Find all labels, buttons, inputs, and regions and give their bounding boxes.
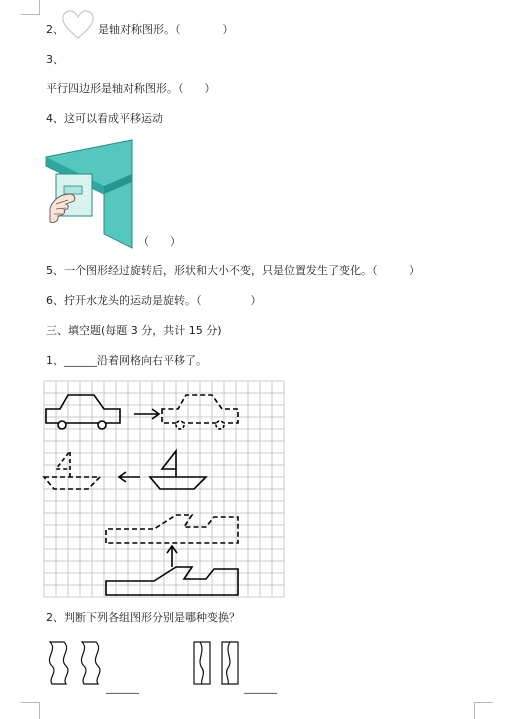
boat-solid (150, 477, 206, 489)
arrow-right (134, 409, 159, 419)
arrow-left (119, 472, 140, 482)
drawer-hand-illustration (44, 138, 136, 250)
crop-mark-bottom-left (21, 702, 40, 719)
q3-number: 3、 (46, 53, 64, 66)
q5-text: 5、一个图形经过旋转后，形状和大小不变，只是位置发生了变化。（ ） (46, 264, 420, 277)
section3-title: 三、填空题(每题 3 分，共计 15 分) (46, 324, 222, 337)
fill1-text: 1、______沿着网格向右平移了。 (46, 354, 207, 367)
grid-shapes (44, 395, 238, 595)
transform-figure-1 (46, 640, 102, 686)
vehicle-solid (106, 567, 238, 595)
q3-text: 平行四边形是轴对称图形。（ ） (46, 82, 216, 95)
car-solid-wheel (58, 421, 66, 429)
fill2-blank-2: ______ (244, 681, 277, 694)
crop-mark-bottom-right (474, 702, 493, 719)
car-solid-wheel (98, 421, 106, 429)
q6-text: 6、拧开水龙头的运动是旋转。（ ） (46, 294, 262, 307)
translation-grid-figure (44, 381, 284, 597)
vehicle-dashed (106, 515, 238, 543)
car-solid (46, 395, 120, 423)
q4-text: 4、这可以看成平移运动 (46, 112, 163, 125)
crop-mark-top-left (21, 0, 40, 15)
q4-answer-paren: （ ） (138, 235, 181, 248)
heart-icon (61, 8, 95, 40)
q2-number: 2、 (46, 23, 64, 36)
transform-figure-2 (192, 640, 242, 686)
fill2-blank-1: ______ (106, 681, 139, 694)
q2-text: 是轴对称图形。（ ） (98, 23, 234, 36)
fill2-title: 2、判断下列各组图形分别是哪种变换？ (46, 611, 240, 624)
